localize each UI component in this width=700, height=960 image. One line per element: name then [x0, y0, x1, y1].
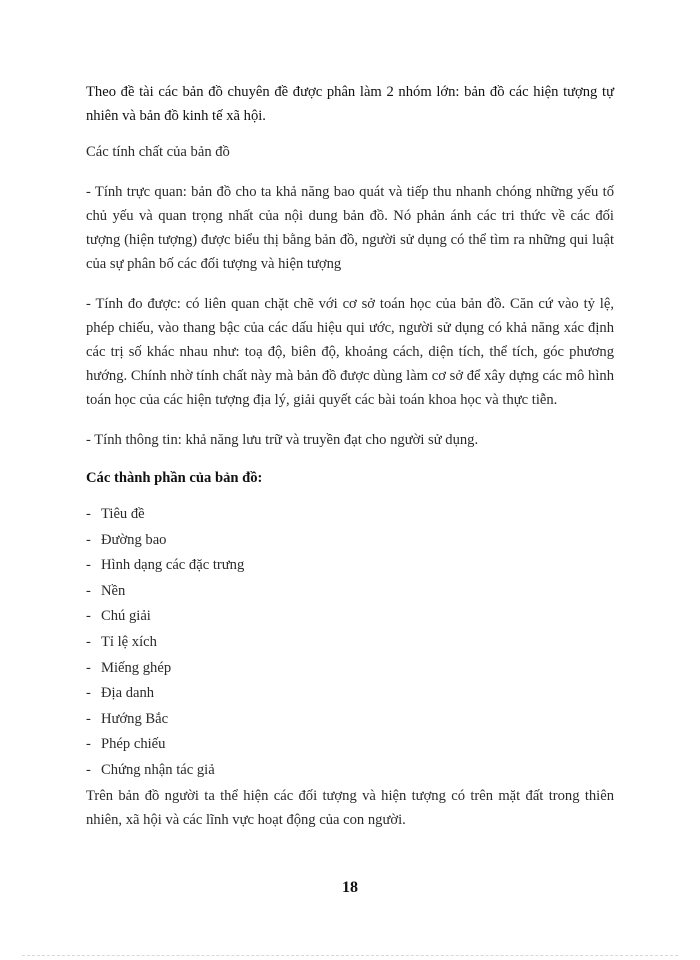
list-item: - Chứng nhận tác giả: [86, 761, 215, 778]
page-content: [86, 80, 614, 832]
list-item: - Địa danh: [86, 685, 155, 702]
list-item: - Hình dạng các đặc trưng: [86, 557, 245, 574]
list-item: - Phép chiếu: [86, 736, 166, 753]
list-item: - Miếng ghép: [86, 659, 172, 676]
properties-title: Các tính chất của bản đồ: [86, 144, 230, 160]
components-list: [86, 502, 614, 784]
property-information-paragraph: - Tính thông tin: khả năng lưu trữ và truyền đạt cho người sử dụng.: [86, 432, 479, 448]
property-measurable-paragraph: - Tính đo được: có liên quan chặt chẽ với cơ sở toán học của bản đồ. Căn cứ vào tỷ lệ, phép chiếu, vào thang bậc của các dấu hiệu qui ước, người sử dụng có khả năng xác định các trị số khác nhau như: toạ độ, biên độ, khoảng cách, diện tích, thể tích, góc phương hướng. Chính nhờ tính chất này mà bản đồ được dùng làm cơ sở để xây dựng các mô hình toán học của các hiện tượng địa lý, giải quyết các bài toán khoa học và thực tiễn.: [86, 296, 614, 408]
closing-paragraph: Trên bản đồ người ta thể hiện các đối tượng và hiện tượng có trên mặt đất trong thiên nhiên, xã hội và các lĩnh vực hoạt động của con người.: [86, 787, 614, 828]
components-heading: Các thành phần của bản đồ:: [86, 470, 263, 486]
list-item: - Tỉ lệ xích: [86, 633, 157, 650]
list-item: - Tiêu đề: [86, 506, 145, 522]
list-item: - Nền: [86, 582, 126, 599]
list-item: - Hướng Bắc: [86, 710, 169, 727]
list-item: - Chú giải: [86, 608, 151, 625]
page-number: 18: [342, 879, 358, 896]
property-visual-paragraph: - Tính trực quan: bản đồ cho ta khả năng bao quát và tiếp thu nhanh chóng những yếu tố chủ yếu và quan trọng nhất của nội dung bản đồ. Nó phản ánh các tri thức về các đối tượng (hiện tượng) được biểu thị bằng bản đồ, người sử dụng có thể tìm ra những qui luật của sự phân bố các đối tượng và hiện tượng: [86, 184, 614, 272]
intro-paragraph: Theo đề tài các bản đồ chuyên đề được phân làm 2 nhóm lớn: bản đồ các hiện tượng tự nhiên và bản đồ kinh tế xã hội.: [86, 84, 614, 124]
footer-divider: [22, 955, 678, 956]
list-item: - Đường bao: [86, 531, 167, 548]
